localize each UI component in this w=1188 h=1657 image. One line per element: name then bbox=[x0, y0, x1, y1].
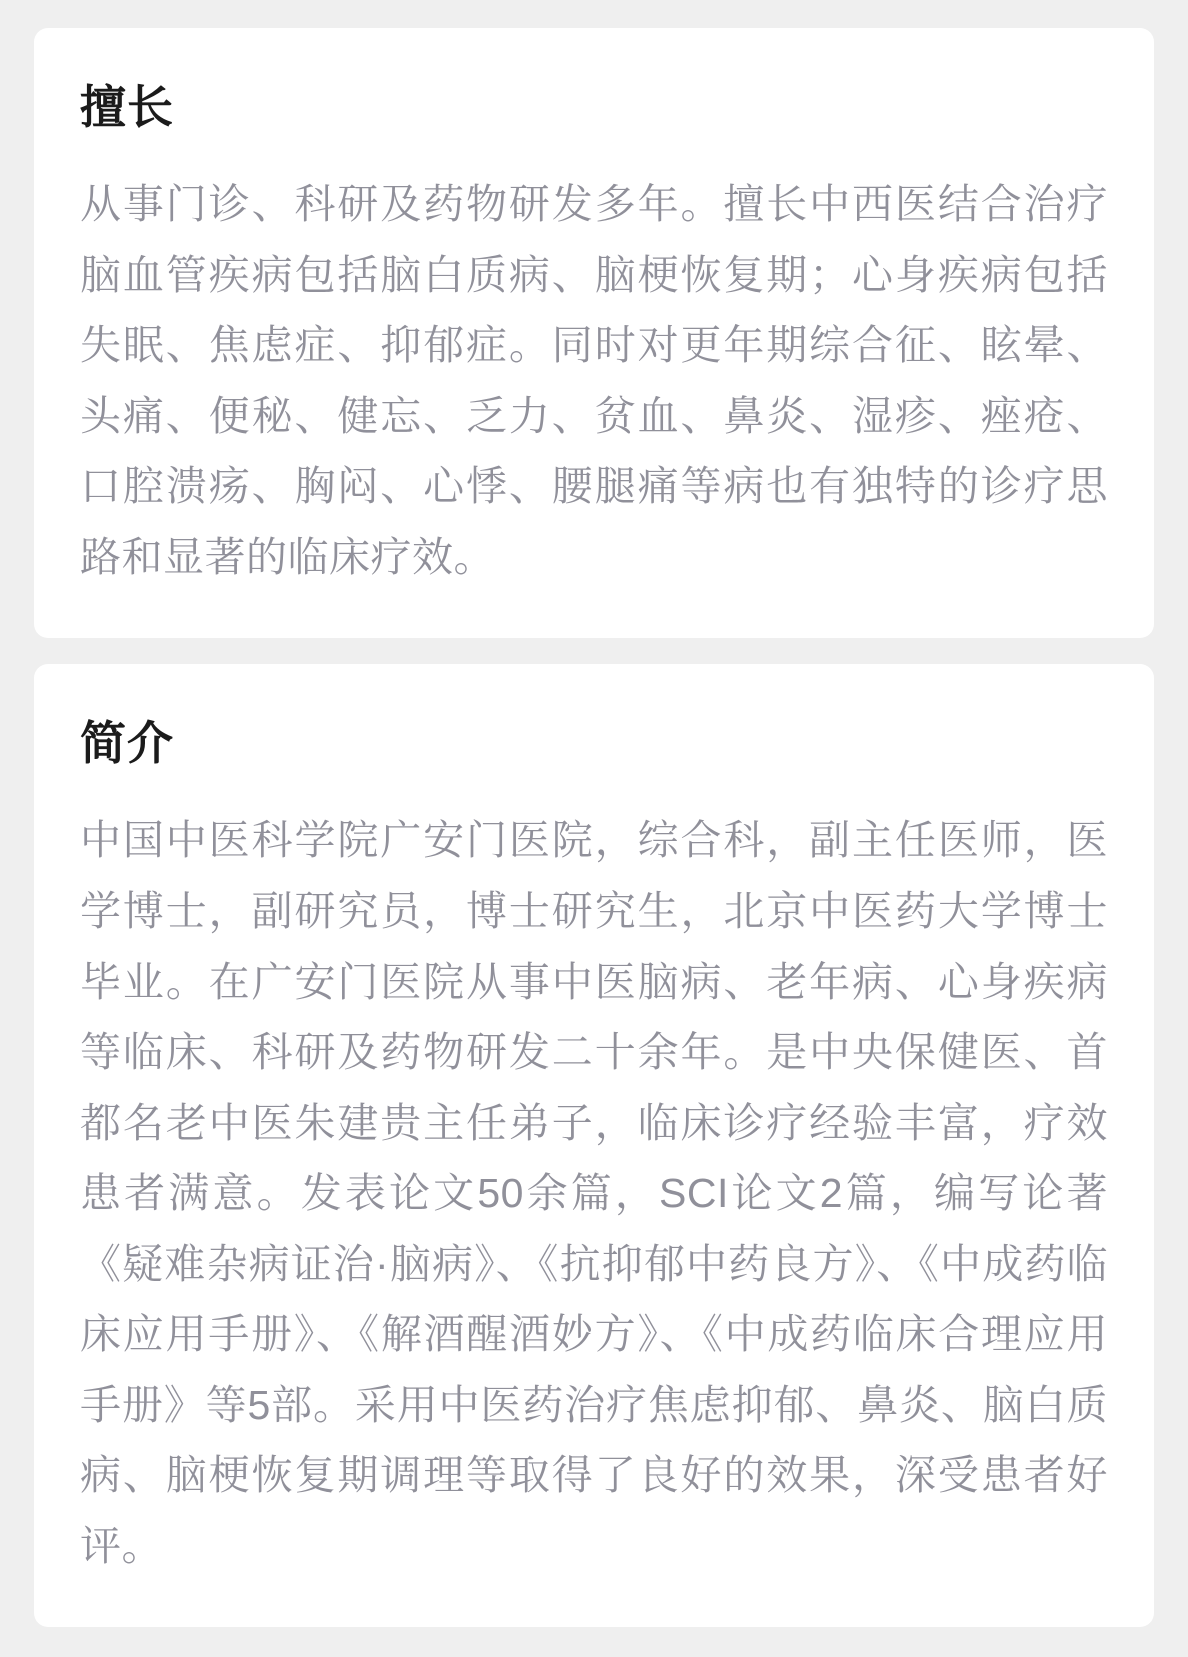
introduction-section-title: 简介 bbox=[80, 717, 174, 770]
introduction-card bbox=[34, 664, 1154, 1627]
expertise-section-title: 擅长 bbox=[80, 81, 174, 133]
introduction-section-text: 中国中医科学院广安门医院，综合科，副主任医师，医学博士，副研究员，博士研究生，北京中医药大学博士毕业。在广安门医院从事中医脑病、老年病、心身疾病等临床、科研及药物研发二十余年。是中央保健医、首都名老中医朱建贵主任弟子，临床诊疗经验丰富，疗效患者满意。发表论文50余篇，SCI论文2篇，编写论著《疑难杂病证治·脑病》、《抗抑郁中药良方》、《中成药临床应用手册》、《解酒醒酒妙方》、《中成药临床合理应用手册》等5部。采用中医药治疗焦虑抑郁、鼻炎、脑白质病、脑梗恢复期调理等取得了良好的效果，深受患者好评。 bbox=[80, 817, 1108, 1569]
expertise-section-text: 从事门诊、科研及药物研发多年。擅长中西医结合治疗脑血管疾病包括脑白质病、脑梗恢复期；心身疾病包括失眠、焦虑症、抑郁症。同时对更年期综合征、眩晕、头痛、便秘、健忘、乏力、贫血、鼻炎、湿疹、痤疮、口腔溃疡、胸闷、心悸、腰腿痛等病也有独特的诊疗思路和显著的临床疗效。 bbox=[80, 181, 1108, 580]
expertise-card bbox=[34, 28, 1154, 638]
